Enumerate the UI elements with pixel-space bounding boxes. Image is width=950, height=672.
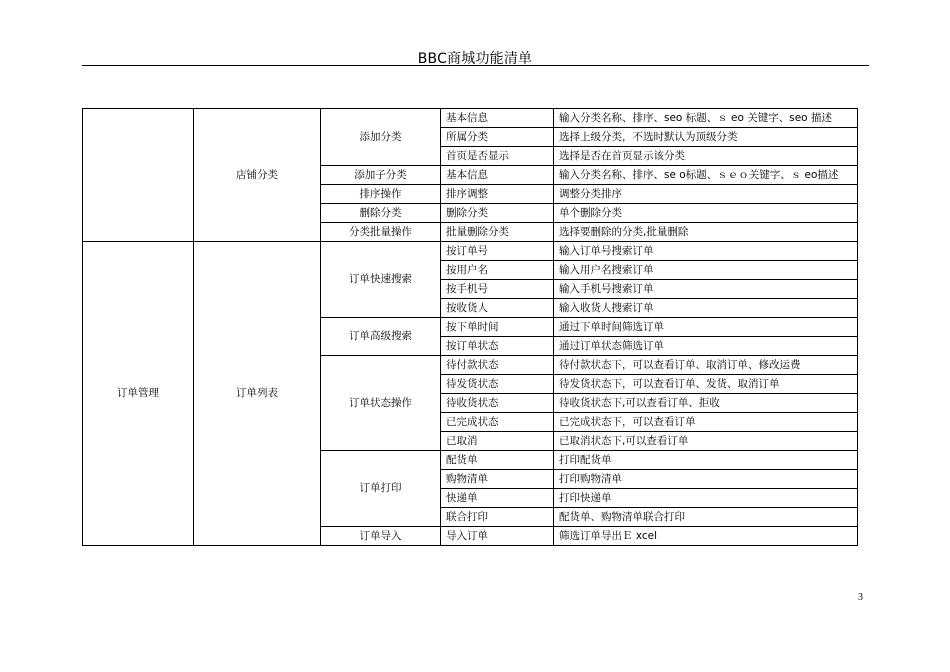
feature-cell: 已完成状态 xyxy=(441,413,554,432)
feature-cell: 按收货人 xyxy=(441,299,554,318)
description-cell: 选择是否在首页显示该分类 xyxy=(554,147,858,166)
module-cell-empty xyxy=(83,109,194,242)
feature-cell: 按订单状态 xyxy=(441,337,554,356)
function-cell: 删除分类 xyxy=(321,204,441,223)
description-cell: 选择要删除的分类,批量删除 xyxy=(554,223,858,242)
feature-cell: 基本信息 xyxy=(441,109,554,128)
submodule-cell: 订单列表 xyxy=(194,242,321,546)
feature-cell: 首页是否显示 xyxy=(441,147,554,166)
function-cell: 分类批量操作 xyxy=(321,223,441,242)
module-cell: 订单管理 xyxy=(83,242,194,546)
feature-table xyxy=(82,108,858,546)
description-cell: 已完成状态下，可以查看订单 xyxy=(554,413,858,432)
feature-cell: 按订单号 xyxy=(441,242,554,261)
description-cell: 待收货状态下,可以查看订单、拒收 xyxy=(554,394,858,413)
description-cell: 已取消状态下,可以查看订单 xyxy=(554,432,858,451)
function-cell: 排序操作 xyxy=(321,185,441,204)
feature-cell: 已取消 xyxy=(441,432,554,451)
feature-cell: 按用户名 xyxy=(441,261,554,280)
description-cell: 单个删除分类 xyxy=(554,204,858,223)
header-divider xyxy=(82,65,869,66)
description-cell: 输入收货人搜索订单 xyxy=(554,299,858,318)
table-row xyxy=(83,242,858,261)
description-cell: 待付款状态下，可以查看订单、取消订单、修改运费 xyxy=(554,356,858,375)
feature-cell: 快递单 xyxy=(441,489,554,508)
description-cell: 通过订单状态筛选订单 xyxy=(554,337,858,356)
description-cell: 输入订单号搜索订单 xyxy=(554,242,858,261)
function-cell: 订单高级搜索 xyxy=(321,318,441,356)
description-cell: 配货单、购物清单联合打印 xyxy=(554,508,858,527)
feature-cell: 排序调整 xyxy=(441,185,554,204)
feature-cell: 待收货状态 xyxy=(441,394,554,413)
function-cell: 订单快速搜索 xyxy=(321,242,441,318)
table-row xyxy=(83,109,858,128)
description-cell: 筛选订单导出Ｅ xcel xyxy=(554,527,858,546)
feature-cell: 批量删除分类 xyxy=(441,223,554,242)
feature-cell: 配货单 xyxy=(441,451,554,470)
feature-cell: 按手机号 xyxy=(441,280,554,299)
description-cell: 通过下单时间筛选订单 xyxy=(554,318,858,337)
feature-cell: 所属分类 xyxy=(441,128,554,147)
description-cell: 输入用户名搜索订单 xyxy=(554,261,858,280)
description-cell: 输入分类名称、排序、seo 标题、ｓ eo 关键字、seo 描述 xyxy=(554,109,858,128)
function-cell: 订单状态操作 xyxy=(321,356,441,451)
description-cell: 输入分类名称、排序、se o标题、ｓｅｏ关键字、ｓ eo描述 xyxy=(554,166,858,185)
feature-cell: 待付款状态 xyxy=(441,356,554,375)
description-cell: 调整分类排序 xyxy=(554,185,858,204)
function-cell: 订单打印 xyxy=(321,451,441,527)
feature-cell: 联合打印 xyxy=(441,508,554,527)
feature-cell: 删除分类 xyxy=(441,204,554,223)
description-cell: 输入手机号搜索订单 xyxy=(554,280,858,299)
feature-cell: 购物清单 xyxy=(441,470,554,489)
feature-cell: 待发货状态 xyxy=(441,375,554,394)
function-cell: 添加分类 xyxy=(321,109,441,166)
feature-cell: 按下单时间 xyxy=(441,318,554,337)
submodule-cell: 店铺分类 xyxy=(194,109,321,242)
description-cell: 选择上级分类，不选时默认为顶级分类 xyxy=(554,128,858,147)
function-cell: 订单导入 xyxy=(321,527,441,546)
description-cell: 待发货状态下，可以查看订单、发货、取消订单 xyxy=(554,375,858,394)
feature-cell: 导入订单 xyxy=(441,527,554,546)
description-cell: 打印购物清单 xyxy=(554,470,858,489)
description-cell: 打印快递单 xyxy=(554,489,858,508)
feature-cell: 基本信息 xyxy=(441,166,554,185)
page-number: 3 xyxy=(858,592,863,603)
description-cell: 打印配货单 xyxy=(554,451,858,470)
function-cell: 添加子分类 xyxy=(321,166,441,185)
page-title: BBC商城功能清单 xyxy=(417,51,533,67)
